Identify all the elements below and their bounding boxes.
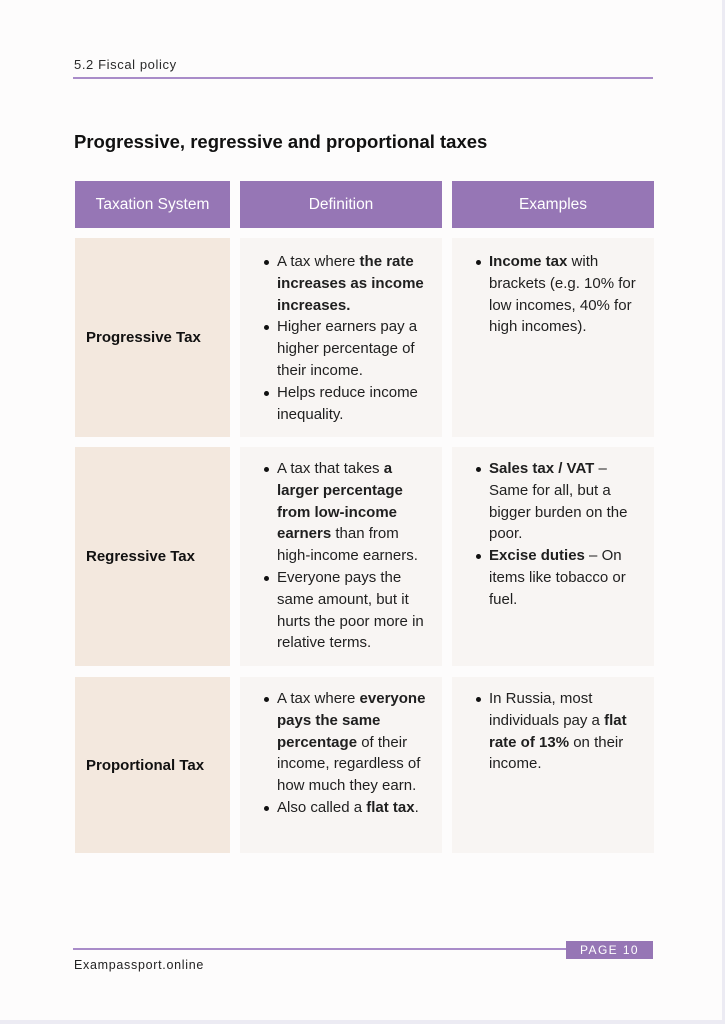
text-segment: A tax that takes — [277, 460, 384, 477]
header-divider — [73, 77, 653, 79]
bullet-item — [261, 251, 430, 316]
text-segment: than from high-income earners. — [277, 525, 418, 565]
page-title: Progressive, regressive and proportional taxes — [74, 131, 488, 152]
text-segment: Also called a — [277, 798, 367, 816]
bullet-item — [473, 688, 644, 775]
text-segment: – On items like tobacco or fuel. — [489, 547, 626, 608]
row-header-proportional: Proportional Tax — [75, 677, 230, 853]
text-segment: Higher earners pay a higher percentage of their income. — [277, 318, 418, 379]
text-segment: with brackets (e.g. 10% for low incomes, 40% for high incomes). — [489, 253, 636, 336]
column-header-examples: Examples — [452, 181, 654, 228]
text-segment: of their income, regardless of how much they earn. — [277, 733, 421, 795]
bullet-item — [261, 316, 430, 381]
definition-list — [261, 688, 432, 819]
text-segment: A tax where — [277, 253, 360, 270]
definition-cell-progressive — [240, 238, 442, 437]
bullet-item — [261, 797, 432, 819]
bold-text: flat tax — [366, 798, 415, 816]
text-segment: – Same for all, but a bigger burden on the poor. — [489, 460, 628, 543]
bullet-item — [261, 382, 430, 426]
footer-divider — [73, 948, 568, 950]
column-header-definition: Definition — [240, 181, 442, 228]
bullet-item — [261, 688, 432, 797]
section-label: 5.2 Fiscal policy — [74, 57, 177, 72]
column-header-system: Taxation System — [75, 181, 230, 228]
text-segment: . — [414, 798, 419, 816]
definition-list — [261, 458, 432, 654]
bold-text: everyone pays the same percentage — [277, 690, 426, 751]
examples-list — [473, 458, 644, 611]
examples-cell-progressive — [452, 238, 654, 437]
bold-text: flat rate of 13% — [489, 711, 627, 751]
text-segment: A tax where — [277, 690, 360, 707]
examples-cell-regressive — [452, 447, 654, 666]
definition-list — [261, 251, 430, 425]
examples-cell-proportional — [452, 677, 654, 853]
text-segment: Everyone pays the same amount, but it hurts the poor more in relative terms. — [277, 568, 424, 652]
bold-text: Income tax — [489, 253, 568, 270]
page-number-badge: PAGE 10 — [566, 941, 653, 959]
bold-text: Sales tax / VAT — [489, 460, 595, 477]
bullet-item — [473, 545, 644, 610]
bullet-item — [473, 251, 644, 338]
bullet-item — [261, 567, 432, 654]
row-header-regressive: Regressive Tax — [75, 447, 230, 666]
bold-text: the rate increases as income increases. — [277, 253, 424, 314]
bold-text: a larger percentage from low-income earners — [277, 460, 403, 543]
definition-cell-proportional — [240, 677, 442, 853]
bullet-item — [261, 458, 432, 567]
bullet-item — [473, 458, 644, 545]
text-segment: on their income. — [489, 733, 624, 773]
examples-list — [473, 251, 644, 338]
text-segment: Helps reduce income inequality. — [277, 383, 418, 423]
footer-site-name: Exampassport.online — [74, 958, 205, 972]
definition-cell-regressive — [240, 447, 442, 666]
bold-text: Excise duties — [489, 547, 585, 565]
row-header-progressive: Progressive Tax — [75, 238, 230, 437]
text-segment: In Russia, most individuals pay a — [489, 690, 605, 729]
examples-list — [473, 688, 644, 775]
